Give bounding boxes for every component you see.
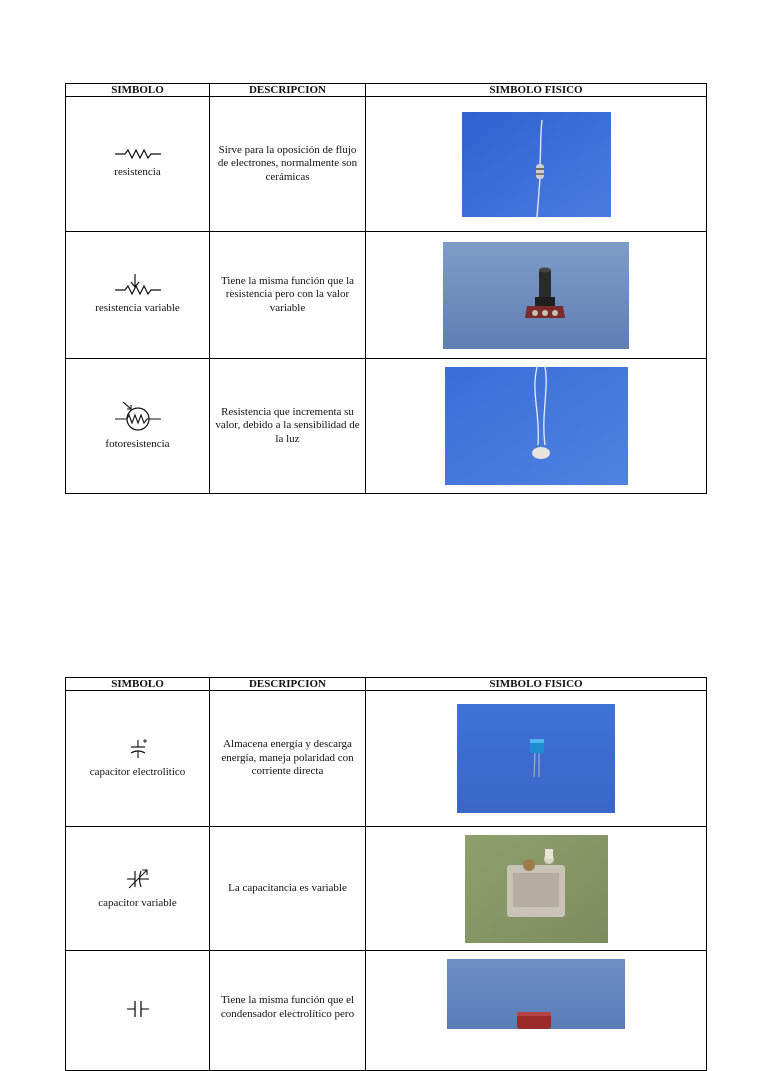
variable-capacitor-symbol-icon xyxy=(125,867,151,891)
symbol-cell xyxy=(66,951,210,1071)
header-descripcion: DESCRIPCION xyxy=(210,678,366,691)
table-row xyxy=(66,359,707,494)
header-simbolo: SIMBOLO xyxy=(66,84,210,97)
photo-cell xyxy=(366,691,707,827)
photo-cell xyxy=(366,232,707,359)
photo-cell xyxy=(366,359,707,494)
table-row xyxy=(66,691,707,827)
description-cell: Tiene la misma función que el condensador electrolítico pero xyxy=(210,951,366,1071)
symbol-label: capacitor electrolitico xyxy=(89,765,186,778)
symbol-cell xyxy=(66,691,210,827)
table-header-row xyxy=(66,678,707,691)
variable-capacitor-photo xyxy=(465,835,608,943)
symbol-label: capacitor variable xyxy=(98,896,177,909)
description-cell: La capacitancia es variable xyxy=(210,827,366,951)
electrolytic-capacitor-symbol-icon xyxy=(126,738,150,760)
symbol-cell xyxy=(66,827,210,951)
symbol-cell xyxy=(66,232,210,359)
photoresistor-photo xyxy=(445,367,628,485)
capacitor-symbol-icon xyxy=(126,999,150,1019)
electrolytic-capacitor-photo xyxy=(457,704,615,813)
photo-cell xyxy=(366,827,707,951)
resistor-symbol-icon xyxy=(115,148,161,160)
description-cell: Tiene la misma función que la resistencia pero con la valor variable xyxy=(210,232,366,359)
photo-cell xyxy=(366,97,707,232)
description-cell: Resistencia que incrementa su valor, debido a la sensibilidad de la luz xyxy=(210,359,366,494)
symbol-label: resistencia xyxy=(114,166,161,179)
table-row xyxy=(66,951,707,1071)
table-row xyxy=(66,97,707,232)
resistor-photo xyxy=(462,112,611,217)
header-simbolo-fisico: SIMBOLO FISICO xyxy=(366,678,707,691)
components-table-2 xyxy=(65,677,707,1071)
symbol-label: fotoresistencia xyxy=(105,438,170,451)
symbol-cell xyxy=(66,97,210,232)
photoresistor-symbol-icon xyxy=(115,400,161,432)
description-cell: Almacena energía y descarga energía, maneja polaridad con corriente directa xyxy=(210,691,366,827)
symbol-label: resistencia variable xyxy=(95,302,180,315)
description-cell: Sirve para la oposición de flujo de electrones, normalmente son cerámicas xyxy=(210,97,366,232)
header-simbolo: SIMBOLO xyxy=(66,678,210,691)
table-header-row xyxy=(66,84,707,97)
variable-resistor-symbol-icon xyxy=(115,274,161,296)
header-descripcion: DESCRIPCION xyxy=(210,84,366,97)
table-row xyxy=(66,232,707,359)
table-row xyxy=(66,827,707,951)
header-simbolo-fisico: SIMBOLO FISICO xyxy=(366,84,707,97)
potentiometer-photo xyxy=(443,242,629,349)
capacitor-photo xyxy=(447,959,625,1029)
photo-cell xyxy=(366,951,707,1071)
symbol-cell xyxy=(66,359,210,494)
components-table-1 xyxy=(65,83,707,494)
